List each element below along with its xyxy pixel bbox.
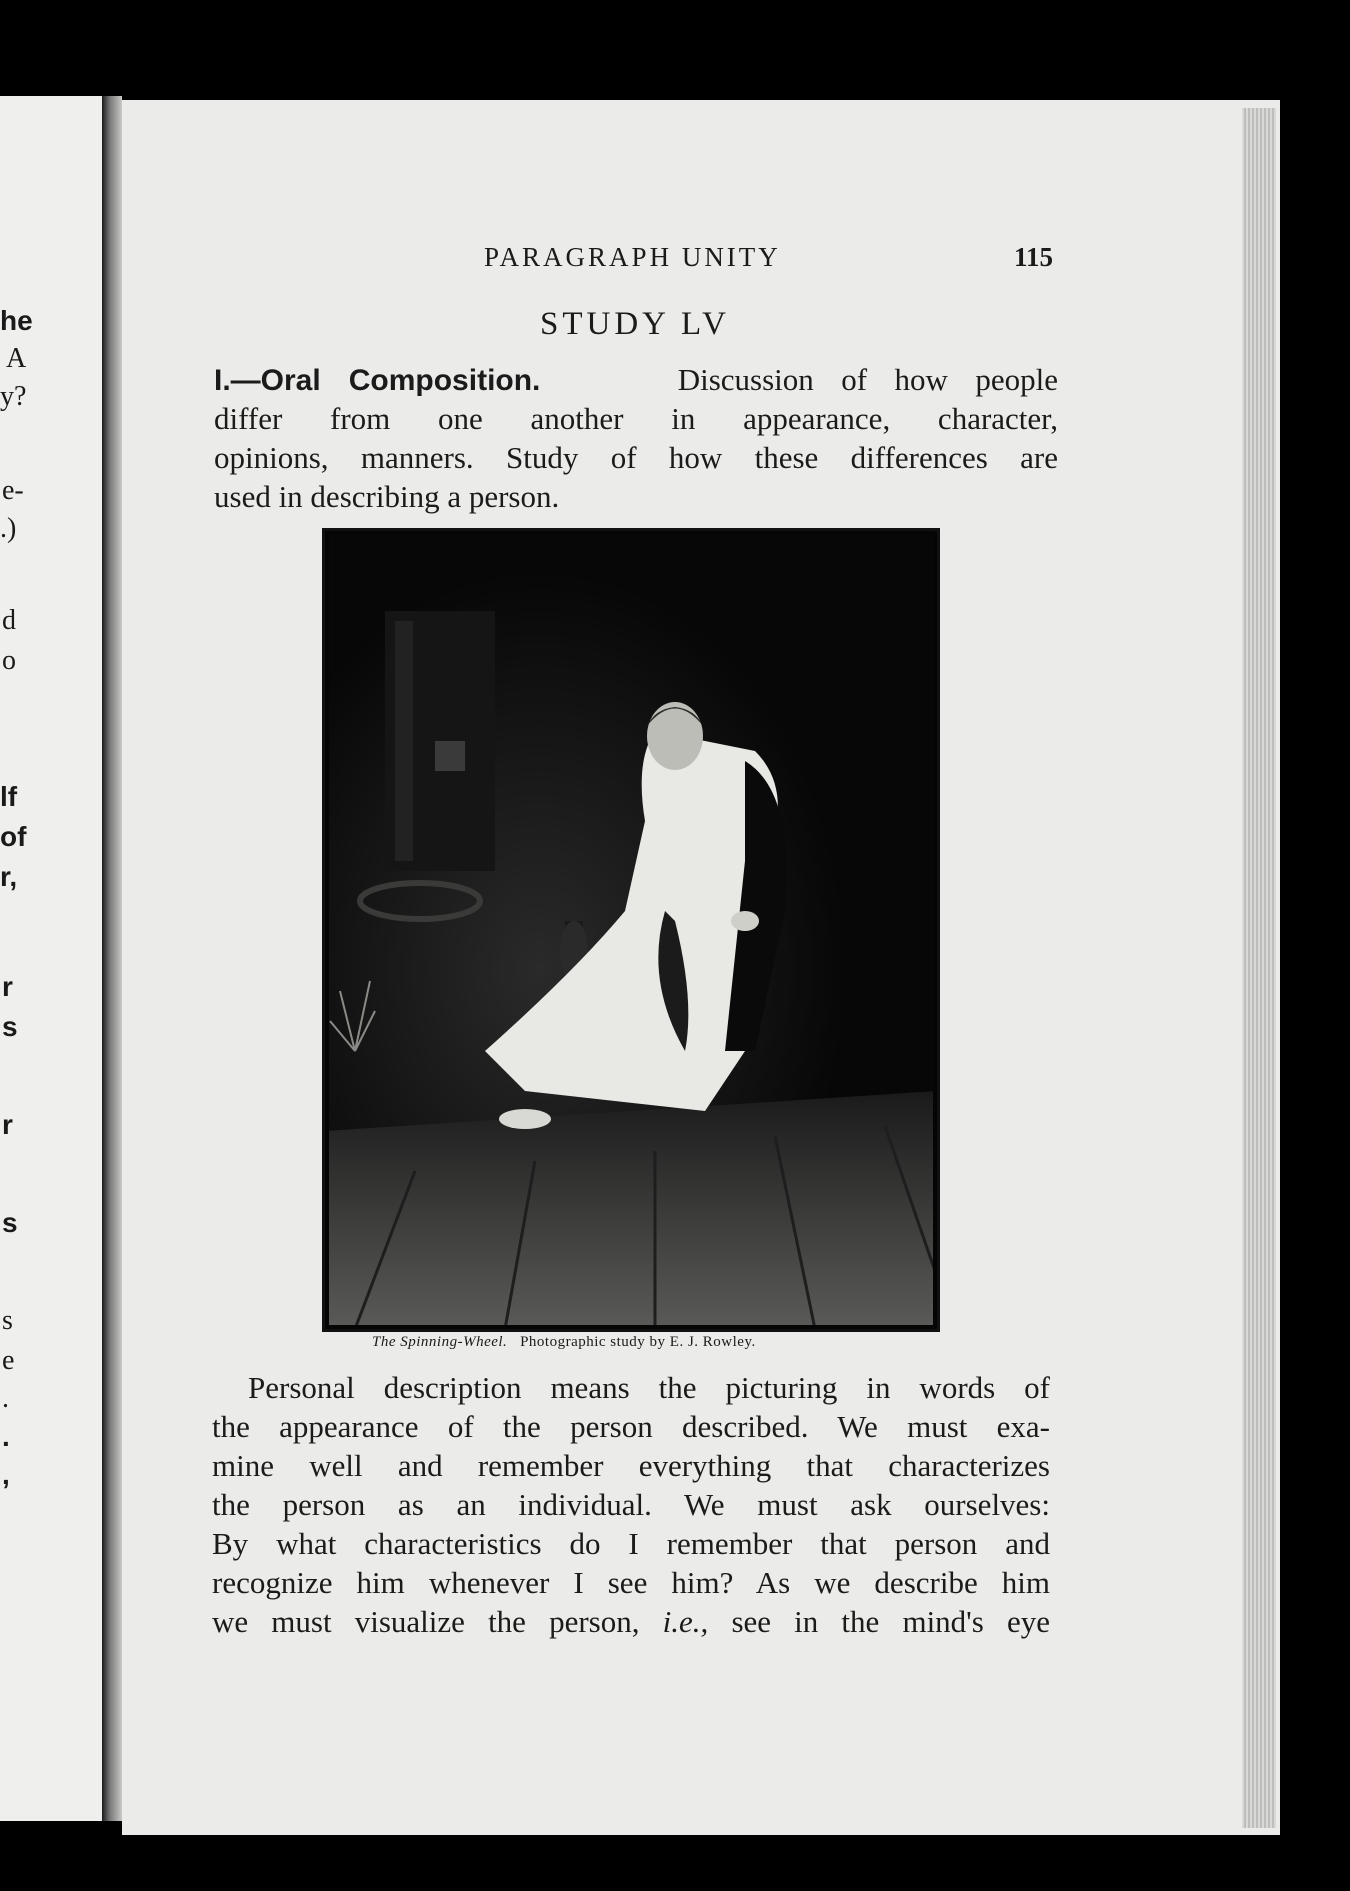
caption-credit: Photographic study by E. J. Rowley. <box>520 1334 756 1350</box>
paragraph-line: recognize him whenever I see him? As we describe him <box>212 1565 1050 1600</box>
paragraph-line: opinions, manners. Study of how these differences are <box>214 440 1058 475</box>
paragraph-line: Personal description means the picturing in words of <box>248 1370 1050 1405</box>
left-fragment: . <box>2 1383 9 1414</box>
book-gutter <box>102 96 122 1821</box>
paragraph-line <box>212 1602 1050 1641</box>
left-fragment: r, <box>0 861 18 892</box>
paragraph-line <box>214 360 1058 399</box>
left-fragment: A <box>6 343 27 374</box>
spinning-wheel-photograph <box>322 528 940 1332</box>
left-fragment: lf <box>0 781 18 812</box>
facing-page <box>0 96 118 1821</box>
paragraph-text: we must visualize the person, <box>212 1604 640 1639</box>
section-heading: I.—Oral Composition. <box>214 364 541 397</box>
left-fragment: e- <box>2 475 24 506</box>
oral-composition-paragraph <box>214 360 1058 516</box>
left-fragment: of <box>0 821 27 852</box>
left-fragment: o <box>2 645 16 676</box>
left-fragment: y? <box>0 381 27 412</box>
paragraph-text: see in the mind's eye <box>731 1604 1051 1639</box>
left-fragment: s <box>2 1305 13 1336</box>
left-fragment: he <box>0 305 33 336</box>
left-fragment: e <box>2 1345 15 1376</box>
left-fragment: , <box>2 1459 10 1490</box>
paragraph-line: mine well and remember everything that characterizes <box>212 1448 1050 1483</box>
study-title: STUDY LV <box>540 306 730 342</box>
left-fragment: s <box>2 1207 18 1238</box>
body-paragraph <box>212 1368 1050 1641</box>
paragraph-line: used in describing a person. <box>214 479 560 514</box>
photograph-illustration <box>325 531 937 1329</box>
left-fragment: s <box>2 1011 18 1042</box>
left-fragment: r <box>2 1109 13 1140</box>
page-number: 115 <box>1014 242 1054 272</box>
left-fragment: d <box>2 605 16 636</box>
paragraph-line: By what characteristics do I remember that person and <box>212 1526 1050 1561</box>
paragraph-text: Discussion of how people <box>677 362 1059 397</box>
running-head: PARAGRAPH UNITY <box>484 242 781 272</box>
page-edge <box>1242 108 1276 1828</box>
left-fragment: .) <box>0 513 17 544</box>
left-fragment: . <box>2 1421 10 1452</box>
caption-title: The Spinning-Wheel. <box>372 1334 508 1350</box>
paragraph-line: differ from one another in appearance, character, <box>214 401 1058 436</box>
paragraph-line: the person as an individual. We must ask ourselves: <box>212 1487 1050 1522</box>
abbreviation-ie: i.e., <box>662 1604 709 1639</box>
photo-caption <box>372 1334 756 1351</box>
left-fragment: r <box>2 971 13 1002</box>
paragraph-line: the appearance of the person described. We must exa- <box>212 1409 1050 1444</box>
